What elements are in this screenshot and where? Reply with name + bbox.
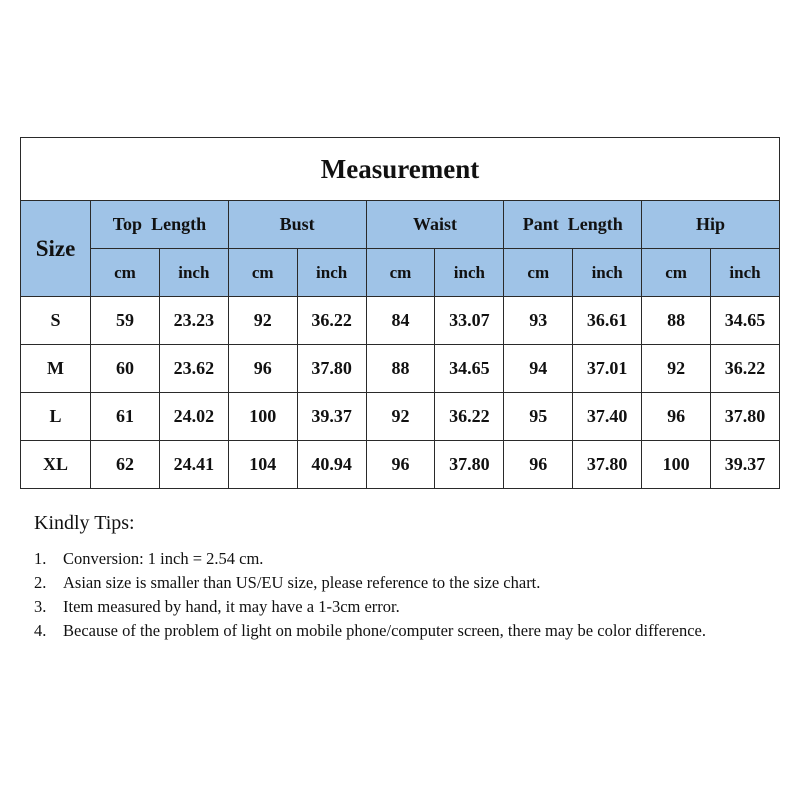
unit-header: cm <box>228 249 297 297</box>
size-chart-table <box>20 137 780 489</box>
value-cell: 96 <box>366 441 435 489</box>
value-cell: 59 <box>91 297 160 345</box>
header-hip: Hip <box>642 201 780 249</box>
value-cell: 95 <box>504 393 573 441</box>
size-cell: XL <box>21 441 91 489</box>
header-bust: Bust <box>228 201 366 249</box>
table-row <box>21 297 780 345</box>
header-top-length: Top Length <box>91 201 229 249</box>
value-cell: 34.65 <box>435 345 504 393</box>
size-header: Size <box>21 201 91 297</box>
table-row <box>21 345 780 393</box>
value-cell: 37.80 <box>435 441 504 489</box>
tip-text: Because of the problem of light on mobile phone/computer screen, there may be color difference. <box>63 621 706 640</box>
value-cell: 88 <box>642 297 711 345</box>
header-pant-length: Pant Length <box>504 201 642 249</box>
value-cell: 24.41 <box>159 441 228 489</box>
unit-header: inch <box>297 249 366 297</box>
value-cell: 39.37 <box>297 393 366 441</box>
tips-title: Kindly Tips: <box>34 512 135 534</box>
value-cell: 100 <box>228 393 297 441</box>
value-cell: 37.80 <box>297 345 366 393</box>
value-cell: 37.40 <box>573 393 642 441</box>
unit-header: cm <box>642 249 711 297</box>
tip-text: Conversion: 1 inch = 2.54 cm. <box>63 549 264 568</box>
tips-list <box>34 547 754 643</box>
unit-header: inch <box>711 249 780 297</box>
tip-number: 3. <box>34 597 47 616</box>
header-waist: Waist <box>366 201 504 249</box>
tip-text: Asian size is smaller than US/EU size, please reference to the size chart. <box>63 573 541 592</box>
value-cell: 23.23 <box>159 297 228 345</box>
value-cell: 24.02 <box>159 393 228 441</box>
value-cell: 40.94 <box>297 441 366 489</box>
value-cell: 61 <box>91 393 160 441</box>
unit-header: cm <box>366 249 435 297</box>
unit-header: inch <box>159 249 228 297</box>
table-row <box>21 441 780 489</box>
unit-header: cm <box>504 249 573 297</box>
value-cell: 92 <box>228 297 297 345</box>
value-cell: 36.22 <box>711 345 780 393</box>
value-cell: 37.80 <box>573 441 642 489</box>
value-cell: 34.65 <box>711 297 780 345</box>
value-cell: 100 <box>642 441 711 489</box>
tip-item <box>34 619 754 643</box>
value-cell: 33.07 <box>435 297 504 345</box>
value-cell: 96 <box>642 393 711 441</box>
value-cell: 23.62 <box>159 345 228 393</box>
tip-item <box>34 547 754 571</box>
unit-header: inch <box>573 249 642 297</box>
size-cell: S <box>21 297 91 345</box>
value-cell: 36.61 <box>573 297 642 345</box>
tip-item <box>34 571 754 595</box>
value-cell: 96 <box>504 441 573 489</box>
value-cell: 92 <box>642 345 711 393</box>
value-cell: 94 <box>504 345 573 393</box>
table-title: Measurement <box>21 138 780 201</box>
tip-number: 2. <box>34 573 47 592</box>
value-cell: 96 <box>228 345 297 393</box>
size-cell: M <box>21 345 91 393</box>
tip-item <box>34 595 754 619</box>
value-cell: 93 <box>504 297 573 345</box>
tip-number: 1. <box>34 549 47 568</box>
tip-text: Item measured by hand, it may have a 1-3cm error. <box>63 597 400 616</box>
unit-header: cm <box>91 249 160 297</box>
value-cell: 60 <box>91 345 160 393</box>
unit-header: inch <box>435 249 504 297</box>
value-cell: 37.01 <box>573 345 642 393</box>
size-cell: L <box>21 393 91 441</box>
table-row <box>21 393 780 441</box>
tips-section <box>34 512 754 643</box>
value-cell: 104 <box>228 441 297 489</box>
value-cell: 37.80 <box>711 393 780 441</box>
value-cell: 62 <box>91 441 160 489</box>
value-cell: 36.22 <box>297 297 366 345</box>
value-cell: 92 <box>366 393 435 441</box>
value-cell: 36.22 <box>435 393 504 441</box>
value-cell: 84 <box>366 297 435 345</box>
value-cell: 39.37 <box>711 441 780 489</box>
tip-number: 4. <box>34 621 47 640</box>
value-cell: 88 <box>366 345 435 393</box>
